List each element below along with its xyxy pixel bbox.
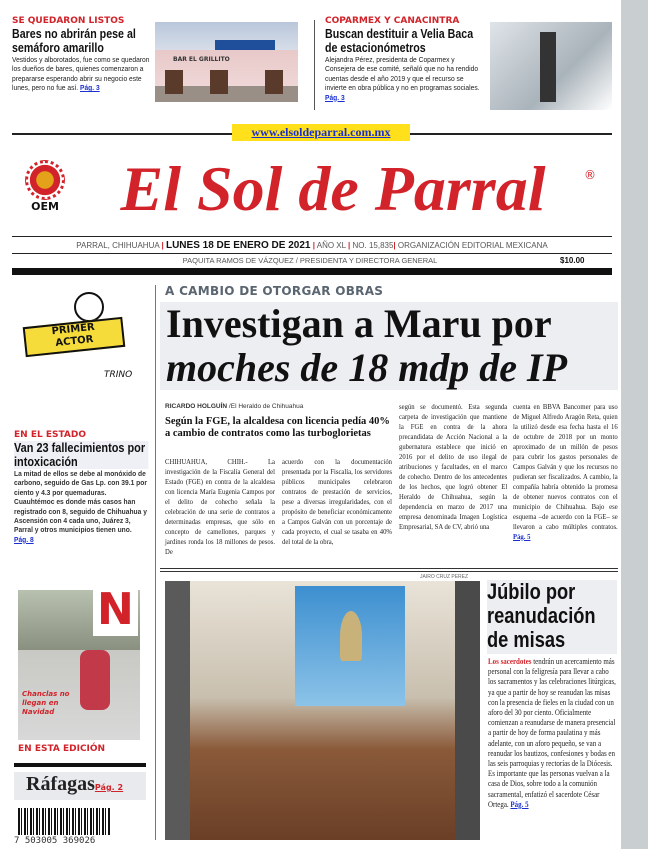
kicker: EN EL ESTADO bbox=[14, 430, 86, 440]
estado-story[interactable] bbox=[14, 430, 149, 544]
edition-label: EN ESTA EDICIÓN bbox=[18, 744, 106, 754]
rafagas-link[interactable]: RáfagasPág. 2 bbox=[14, 772, 146, 800]
story-text: La mitad de ellos se debe al monóxido de carbono, seguido de Gas Lp. con 39.1 por ciento y 4.3 por quemaduras. Cuauhtémoc es donde más casos han registrado con 8, seguido de Chihuahua y Ascensión con 4 cada uno, Juárez 3, Parral y otros municipios tienen uno. bbox=[14, 469, 147, 535]
barcode bbox=[18, 808, 110, 835]
photo-credit: JAIRO CRUZ PEREZ bbox=[420, 574, 469, 580]
story-column: acuerdo con la documentación presentada por la Fiscalía, los servidores públicos municipales celebraron contratos de prestación de servicios, pese a diversas irregularidades, con el propósito de beneficiar económicamente a Campos Galván con un porcentaje de cada proyecto, el cual se tasaba en 40% del total de la obra, bbox=[282, 457, 392, 546]
n-magazine-cover[interactable]: N Chanclas no llegan en Navidad bbox=[18, 590, 140, 740]
photo-sign: BAR EL GRILLITO bbox=[173, 56, 230, 63]
page-edge bbox=[621, 0, 648, 849]
story-column: cuenta en BBVA Bancomer para uso de Miguel Alfredo Aragón Reta, quien la utilizó desde esa fecha hasta el 16 de octubre de 2018 por un monto aproximado de un millón de pesos para cubrir los gastos personales de Campos Galván y que los recursos no pudieran ser fiscalizados. A cambio, la compañía habría obtenido la promesa de obtener nuevos contratos con el municipio de Chihuahua. Bajo ese esquema –de acuerdo con la FGE– se llevaron a cabo múltiples contratos. bbox=[513, 402, 618, 531]
column-divider bbox=[155, 285, 156, 840]
page-link[interactable]: Pág. 5 bbox=[510, 799, 529, 809]
masthead-title: El Sol de Parral bbox=[120, 153, 546, 224]
page-link[interactable]: Pág. 3 bbox=[325, 92, 345, 102]
dateline: PARRAL, CHIHUAHUA | LUNES 18 DE ENERO DE 2021 | AÑO XL | NO. 15,835| ORGANIZACIÓN EDITORIAL MEXICANA bbox=[76, 240, 548, 251]
teaser-headline: Bares no abrirán pese al semáforo amarillo bbox=[12, 26, 136, 55]
teaser-kicker: COPARMEX Y CANACINTRA bbox=[325, 16, 460, 26]
lead-in: Los sacerdotes bbox=[488, 657, 532, 666]
teaser-kicker: SE QUEDARON LISTOS bbox=[12, 16, 125, 26]
double-rule bbox=[160, 568, 618, 572]
parking-meter-photo bbox=[490, 22, 612, 110]
website-link[interactable]: www.elsoldeparral.com.mx bbox=[232, 124, 410, 141]
divider bbox=[314, 20, 315, 110]
main-kicker: A CAMBIO DE OTORGAR OBRAS bbox=[165, 284, 384, 298]
cartoon-primer-actor: PRIMER ACTOR TRINO bbox=[14, 292, 144, 392]
page-link[interactable]: Pág. 5 bbox=[513, 532, 531, 541]
teaser-headline: Buscan destituir a Velia Baca de estacionómetros bbox=[325, 26, 474, 55]
misas-headline[interactable]: Júbilo por reanudación de misas bbox=[487, 580, 596, 652]
bar-photo bbox=[155, 22, 298, 102]
price: $10.00 bbox=[560, 256, 585, 265]
teaser-bares[interactable] bbox=[12, 16, 152, 122]
teaser-text: Vestidos y alborotados, fue como se quedaron los dueños de bares, quienes comenzaron a prepararse esperando abrir su negocio este lunes, pero no fue así. bbox=[12, 55, 150, 93]
headline: Van 23 fallecimientos por intoxicación bbox=[14, 441, 148, 469]
page-link[interactable]: Pág. 8 bbox=[14, 534, 34, 544]
main-subhead: Según la FGE, la alcaldesa con licencia pedía 40% a cambio de contratos como las turboglorietas bbox=[165, 416, 390, 439]
story-column: según se documentó. Esta segunda carpeta de investigación que mantiene la FGE en contra de la ahora precandidata de Acción Nacional a la gubernatura establece que inició en 2016 por el delito de uso ilegal de atribuciones y facultades, en el marco de cohecho. Dentro de los antecedentes de los hechos, que logró obtener El Heraldo de Chihuahua, según la dependencia en marzo de 2017 una empresa denominada Imagen Logística Empresarial, SA de CV, abrió una bbox=[399, 402, 508, 531]
teaser-velia-baca[interactable] bbox=[325, 16, 485, 102]
rule-thick bbox=[12, 268, 612, 275]
church-photo bbox=[165, 581, 480, 840]
story-text: tendrán un acercamiento más personal con la feligresía para llevar a cabo los sacramentos y las celebraciones litúrgicas, ya que a partir de hoy se reanudan las misas con la presencia de fieles en la ciudad con un aforo del 30 por ciento. Oficialmente comienzan a reanudarse de manera presencial a partir de hoy de forma paulatina y más adelante, con un aforo pequeño, se van a reanudar los bautizos, confesiones y bodas en las seis parroquias y rectorías de la Diócesis. Es importante que las personas vuelvan a la casa de Dios, sobre todo a la comunión sacramental, enfatizó el sacerdote César Ortega. bbox=[488, 657, 616, 809]
misas-headline-box[interactable] bbox=[487, 580, 617, 654]
byline: RICARDO HOLGUÍN /El Heraldo de Chihuahua bbox=[165, 403, 304, 410]
oem-logo: OEM bbox=[20, 160, 70, 218]
registered-mark: ® bbox=[584, 168, 596, 182]
main-headline[interactable]: Investigan a Maru por moches de 18 mdp de IP bbox=[160, 302, 618, 390]
director-line: PAQUITA RAMOS DE VÁZQUEZ / PRESIDENTA Y DIRECTORA GENERAL bbox=[182, 256, 438, 265]
story-column: CHIHUAHUA, CHIH.- La investigación de la Fiscalía General del Estado (FGE) en contra de la alcaldesa con licencia María Eugenia Campos por el delito de cohecho señala la celebración de una serie de contratos a determinadas empresas, que sólo en concepto de camellones, parques y jardines ronda los 18 millones de pesos. De bbox=[165, 457, 275, 556]
teaser-text: Alejandra Pérez, presidenta de Coparmex y Consejera de ese comité, señaló que no ha rendido cuentas desde el año 2019 y que el recurso se invierte en obra pública y no en programas sociales. bbox=[325, 55, 480, 93]
page-link[interactable]: Pág. 3 bbox=[80, 83, 100, 93]
barcode-number: 7 503005 369026 bbox=[14, 836, 96, 846]
